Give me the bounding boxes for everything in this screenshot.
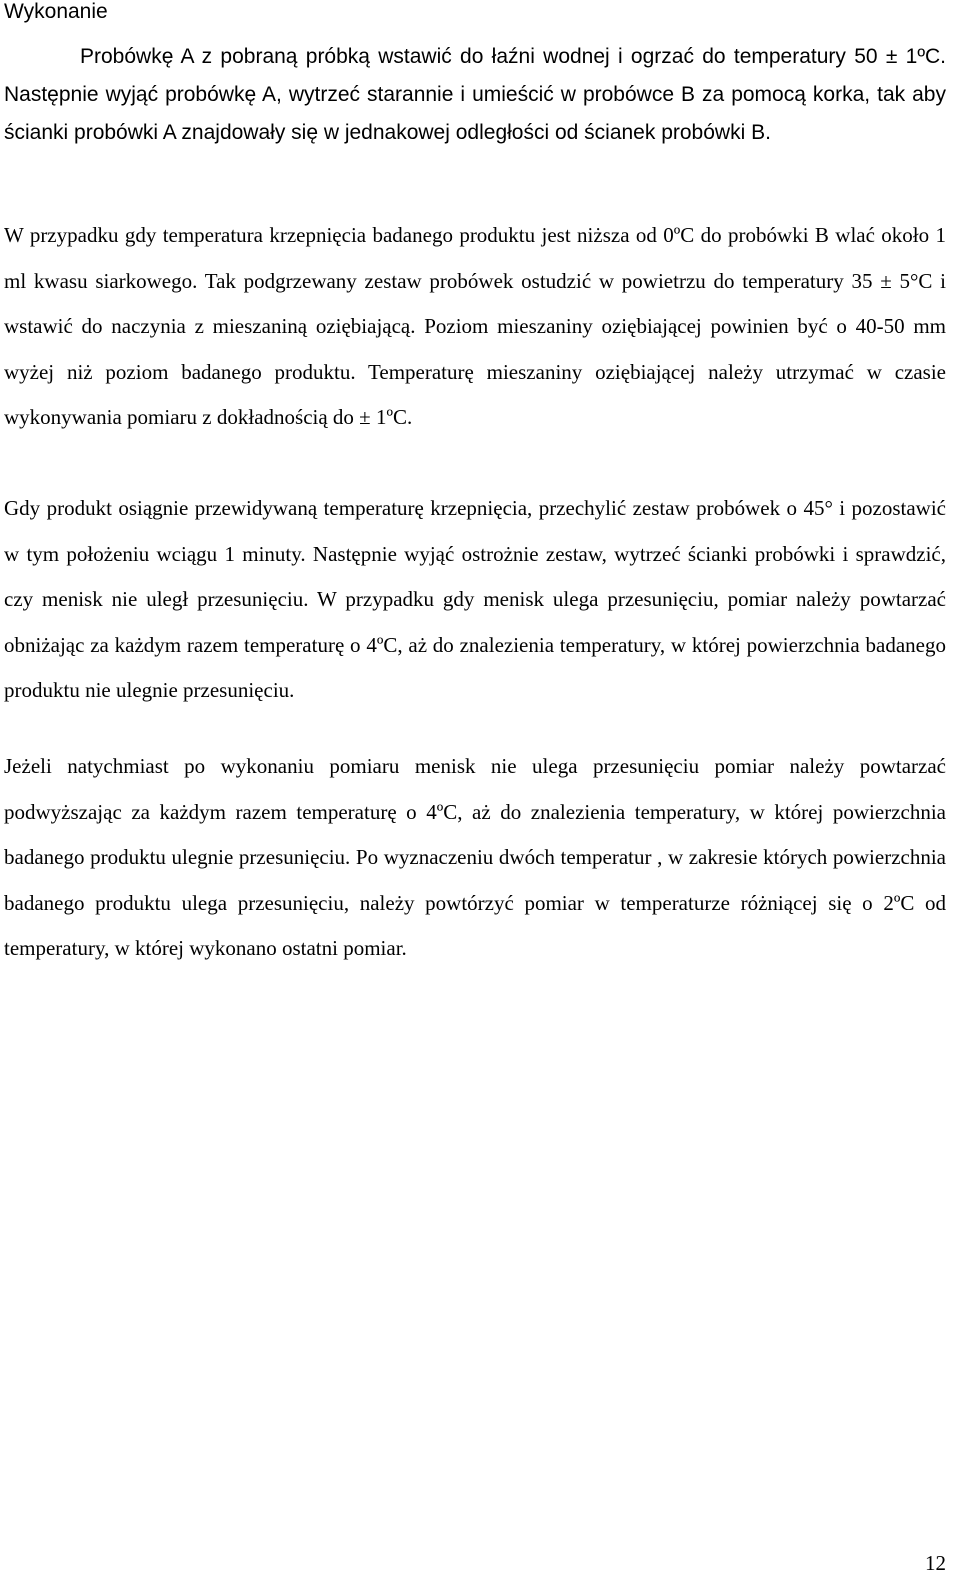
section-heading: Wykonanie [4, 0, 108, 23]
paragraph-tilting: Gdy produkt osiągnie przewidywaną temperaturę krzepnięcia, przechylić zestaw probówek o 45° i pozostawić w tym położeniu wciągu 1 minuty. Następnie wyjąć ostrożnie zestaw, wytrzeć ścianki probówki i sprawdzić, czy menisk nie uległ przesunięciu. W przypadku gdy menisk ulega przesunięciu, pomiar należy powtarzać obniżając za każdym razem temperaturę o 4ºC, aż do znalezienia temperatury, w której powierzchnia badanego produktu nie ulegnie przesunięciu. [4, 496, 946, 703]
paragraph-repeat-measurement: Jeżeli natychmiast po wykonaniu pomiaru menisk nie ulega przesunięciu pomiar należy powtarzać podwyższając za każdym razem temperaturę o 4ºC, aż do znalezienia temperatury, w której powierzchnia badanego produktu ulegnie przesunięciu. Po wyznaczeniu dwóch temperatur , w zakresie których powierzchnia badanego produktu ulega przesunięciu, należy powtórzyć pomiar w temperaturze różniącej się o 2ºC od temperatury, w której wykonano ostatni pomiar. [4, 754, 946, 961]
page-number: 12 [925, 1551, 946, 1575]
paragraph-cooling: W przypadku gdy temperatura krzepnięcia badanego produktu jest niższa od 0ºC do probówki B wlać około 1 ml kwasu siarkowego. Tak podgrzewany zestaw probówek ostudzić w powietrzu do temperatury 35 ± 5°C i wstawić do naczynia z mieszaniną oziębiającą. Poziom mieszaniny oziębiającej powinien być o 40-50 mm wyżej niż poziom badanego produktu. Temperaturę mieszaniny oziębiającej należy utrzymać w czasie wykonywania pomiaru z dokładnością do ± 1ºC. [4, 223, 946, 430]
paragraph-procedure-intro: Probówkę A z pobraną próbką wstawić do łaźni wodnej i ogrzać do temperatury 50 ± 1ºC. Następnie wyjąć probówkę A, wytrzeć starannie i umieścić w probówce B za pomocą korka, tak aby ścianki probówki A znajdowały się w jednakowej odległości od ścianek probówki B. [4, 45, 946, 144]
